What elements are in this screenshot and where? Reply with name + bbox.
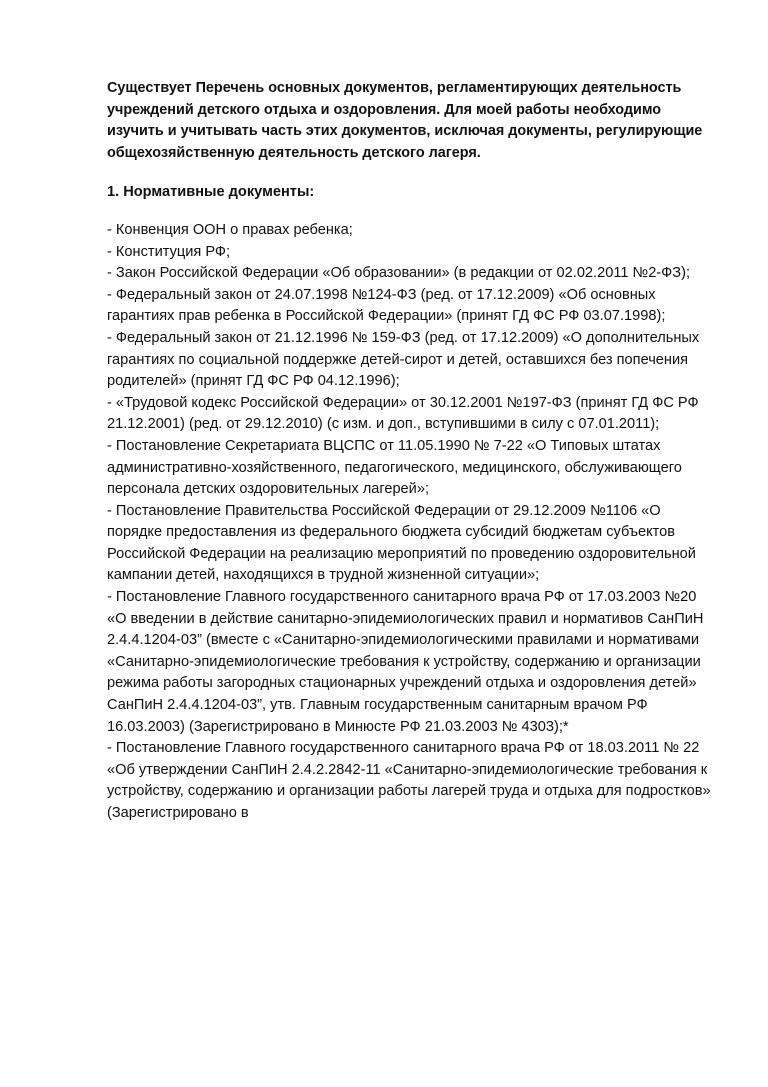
list-item: - Постановление Главного государственного санитарного врача РФ от 18.03.2011 № 22 «Об утверждении СанПиН 2.4.2.2842-11 «Санитарно-эпидемиологические требования к устройству, содержанию и организации работы лагерей труда и отдыха для подростков» (Зарегистрировано в — [107, 740, 711, 821]
list-item: - Закон Российской Федерации «Об образовании» (в редакции от 02.02.2011 №2-ФЗ); — [107, 265, 690, 282]
list-item: - Постановление Секретариата ВЦСПС от 11.05.1990 № 7-22 «О Типовых штатах административно-хозяйственного, педагогического, медицинского, обслуживающего персонала детских оздоровительных лагерей»; — [107, 437, 682, 498]
list-item: - Конституция РФ; — [107, 243, 231, 260]
list-item: - Постановление Главного государственного санитарного врача РФ от 17.03.2003 №20 «О введении в действие санитарно-эпидемиологических правил и нормативов СанПиН 2.4.4.1204-03” (вместе с «Санитарно-эпидемиологическими правилами и нормативами «Санитарно-эпидемиологические требования к устройству, содержанию и организации режима работы загородных стационарных учреждений отдыха и оздоровления детей» СанПиН 2.4.4.1204-03”, утв. Главным государственным санитарным врачом РФ 16.03.2003) (Зарегистрировано в Минюсте РФ 21.03.2003 № 4303);* — [107, 589, 704, 735]
normative-documents-list — [107, 220, 719, 825]
intro-paragraph: Существует Перечень основных документов, регламентирующих деятельность учреждений детского отдыха и оздоровления. Для моей работы необходимо изучить и учитывать часть этих документов, исключая документы, регулирующие общехозяйственную деятельность детского лагеря. — [107, 80, 703, 161]
document-page — [107, 78, 719, 825]
list-item: - «Трудовой кодекс Российской Федерации» от 30.12.2001 №197-ФЗ (принят ГД ФС РФ 21.12.2001) (ред. от 29.12.2010) (с изм. и доп., вступившими в силу с 07.01.2011); — [107, 394, 699, 433]
list-item: - Федеральный закон от 21.12.1996 № 159-ФЗ (ред. от 17.12.2009) «О дополнительных гарантиях по социальной поддержке детей-сирот и детей, оставшихся без попечения родителей» (принят ГД ФС РФ 04.12.1996); — [107, 329, 700, 390]
section-heading: 1. Нормативные документы: — [107, 184, 315, 201]
list-item: - Конвенция ООН о правах ребенка; — [107, 221, 353, 238]
list-item: - Федеральный закон от 24.07.1998 №124-ФЗ (ред. от 17.12.2009) «Об основных гарантиях прав ребенка в Российской Федерации» (принят ГД ФС РФ 03.07.1998); — [107, 286, 666, 325]
list-item: - Постановление Правительства Российской Федерации от 29.12.2009 №1106 «О порядке предоставления из федерального бюджета субсидий бюджетам субъектов Российской Федерации на реализацию мероприятий по проведению оздоровительной кампании детей, находящихся в трудной жизненной ситуации»; — [107, 502, 696, 584]
